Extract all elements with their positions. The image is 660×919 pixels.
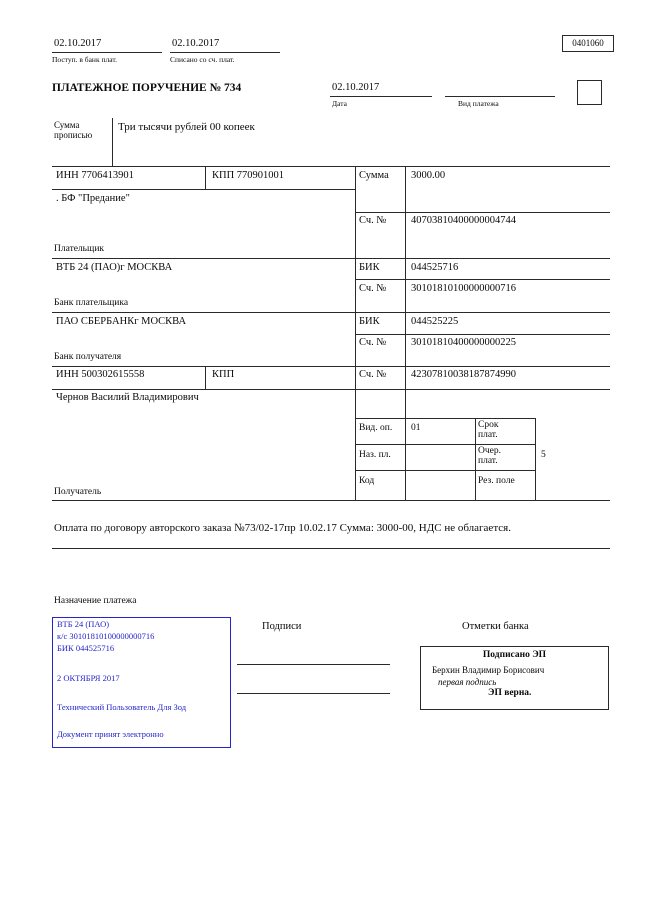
bank-stamp-note: Документ принят электронно	[57, 729, 164, 739]
beneficiary-section-label: Получатель	[54, 487, 102, 497]
form-code-box	[562, 35, 614, 52]
beneficiary-name: Чернов Василий Владимирович	[56, 392, 199, 403]
payer-bank-account-label: Сч. №	[359, 283, 387, 294]
payment-type-box	[577, 80, 602, 105]
document-date-underline	[330, 96, 432, 97]
signature-line	[237, 693, 390, 694]
payment-type-underline	[445, 96, 555, 97]
payer-section-label: Плательщик	[54, 244, 105, 254]
payer-account-label: Сч. №	[359, 215, 387, 226]
amount-words-label: Сумма прописью	[54, 120, 93, 141]
date-received-underline	[52, 52, 162, 53]
amount-words-divider	[112, 118, 113, 166]
beneficiary-account: 42307810038187874990	[411, 369, 516, 380]
date-debited-underline	[170, 52, 280, 53]
form-code: 0401060	[572, 38, 604, 48]
table-line	[405, 166, 406, 500]
table-line	[52, 258, 610, 259]
bank-stamp-bik: БИК 044525716	[57, 643, 115, 653]
payer-inn: ИНН 7706413901	[56, 170, 134, 181]
table-line	[52, 389, 610, 390]
table-line	[52, 366, 610, 367]
table-line	[52, 166, 610, 167]
payer-bank-bik-label: БИК	[359, 262, 380, 273]
bank-stamp-date: 2 ОКТЯБРЯ 2017	[57, 673, 120, 683]
date-received: 02.10.2017	[54, 38, 102, 49]
esign-stamp-title: Подписано ЭП	[482, 650, 547, 660]
beneficiary-account-label: Сч. №	[359, 369, 387, 380]
bank-stamp-corr-account: к/с 30101810100000000716	[57, 631, 155, 641]
amount-words-value: Три тысячи рублей 00 копеек	[118, 121, 255, 133]
table-line	[205, 166, 206, 189]
beneficiary-bank-account: 30101810400000000225	[411, 337, 516, 348]
payment-type-label: Вид платежа	[458, 99, 499, 108]
beneficiary-bank-name: ПАО СБЕРБАНКг МОСКВА	[56, 316, 187, 327]
sum-value: 3000.00	[411, 170, 446, 181]
table-line	[205, 366, 206, 389]
bank-marks-heading: Отметки банка	[462, 621, 529, 632]
table-line	[355, 418, 535, 419]
esign-signer-name: Берхин Владимир Борисович	[432, 665, 545, 675]
reserve-field-label: Рез. поле	[478, 476, 515, 486]
signatures-heading: Подписи	[262, 621, 302, 632]
payer-bank-name: ВТБ 24 (ПАО)г МОСКВА	[56, 262, 173, 273]
payer-account: 40703810400000004744	[411, 215, 516, 226]
table-line	[355, 212, 610, 213]
table-line	[52, 189, 355, 190]
beneficiary-bank-section-label: Банк получателя	[54, 352, 122, 362]
payer-bank-bik: 044525716	[411, 262, 459, 273]
purpose-code-label: Наз. пл.	[359, 450, 391, 460]
signature-line	[237, 664, 390, 665]
table-line	[355, 334, 610, 335]
payer-kpp: КПП 770901001	[212, 170, 285, 181]
payment-purpose-underline	[52, 548, 610, 549]
due-date-label: Срок плат.	[478, 420, 499, 440]
payer-bank-account: 30101810100000000716	[411, 283, 516, 294]
priority-value: 5	[541, 450, 546, 460]
document-title: ПЛАТЕЖНОЕ ПОРУЧЕНИЕ № 734	[52, 82, 242, 94]
payment-purpose-text: Оплата по договору авторского заказа №73/02-17пр 10.02.17 Сумма: 3000-00, НДС не облагается.	[54, 522, 511, 534]
payment-purpose-label: Назначение платежа	[54, 596, 137, 606]
esign-signer-role: первая подпись	[438, 677, 497, 687]
date-debited: 02.10.2017	[172, 38, 220, 49]
op-type-value: 01	[411, 423, 421, 433]
code-label: Код	[359, 476, 375, 486]
beneficiary-kpp-label: КПП	[212, 369, 235, 380]
beneficiary-inn: ИНН 500302615558	[56, 369, 145, 380]
op-type-label: Вид. оп.	[359, 423, 393, 433]
payer-name: . БФ "Предание"	[56, 193, 130, 204]
table-line	[475, 418, 476, 500]
date-debited-label: Списано со сч. плат.	[170, 55, 235, 64]
beneficiary-bank-account-label: Сч. №	[359, 337, 387, 348]
table-line	[355, 470, 535, 471]
table-line	[52, 500, 610, 501]
date-received-label: Поступ. в банк плат.	[52, 55, 117, 64]
table-line	[535, 418, 536, 500]
payer-bank-section-label: Банк плательщика	[54, 298, 129, 308]
table-line	[355, 444, 535, 445]
esign-verdict: ЭП верна.	[488, 688, 532, 698]
document-date-label: Дата	[332, 99, 347, 108]
bank-stamp-bank-name: ВТБ 24 (ПАО)	[57, 619, 110, 629]
beneficiary-bank-bik: 044525225	[411, 316, 459, 327]
sum-label: Сумма	[359, 170, 389, 181]
table-line	[355, 279, 610, 280]
priority-label: Очер. плат.	[478, 446, 501, 466]
beneficiary-bank-bik-label: БИК	[359, 316, 380, 327]
document-date: 02.10.2017	[332, 82, 380, 93]
table-line	[52, 312, 610, 313]
bank-stamp-user: Технический Пользователь Для Зод	[57, 702, 187, 712]
table-line	[355, 166, 356, 500]
